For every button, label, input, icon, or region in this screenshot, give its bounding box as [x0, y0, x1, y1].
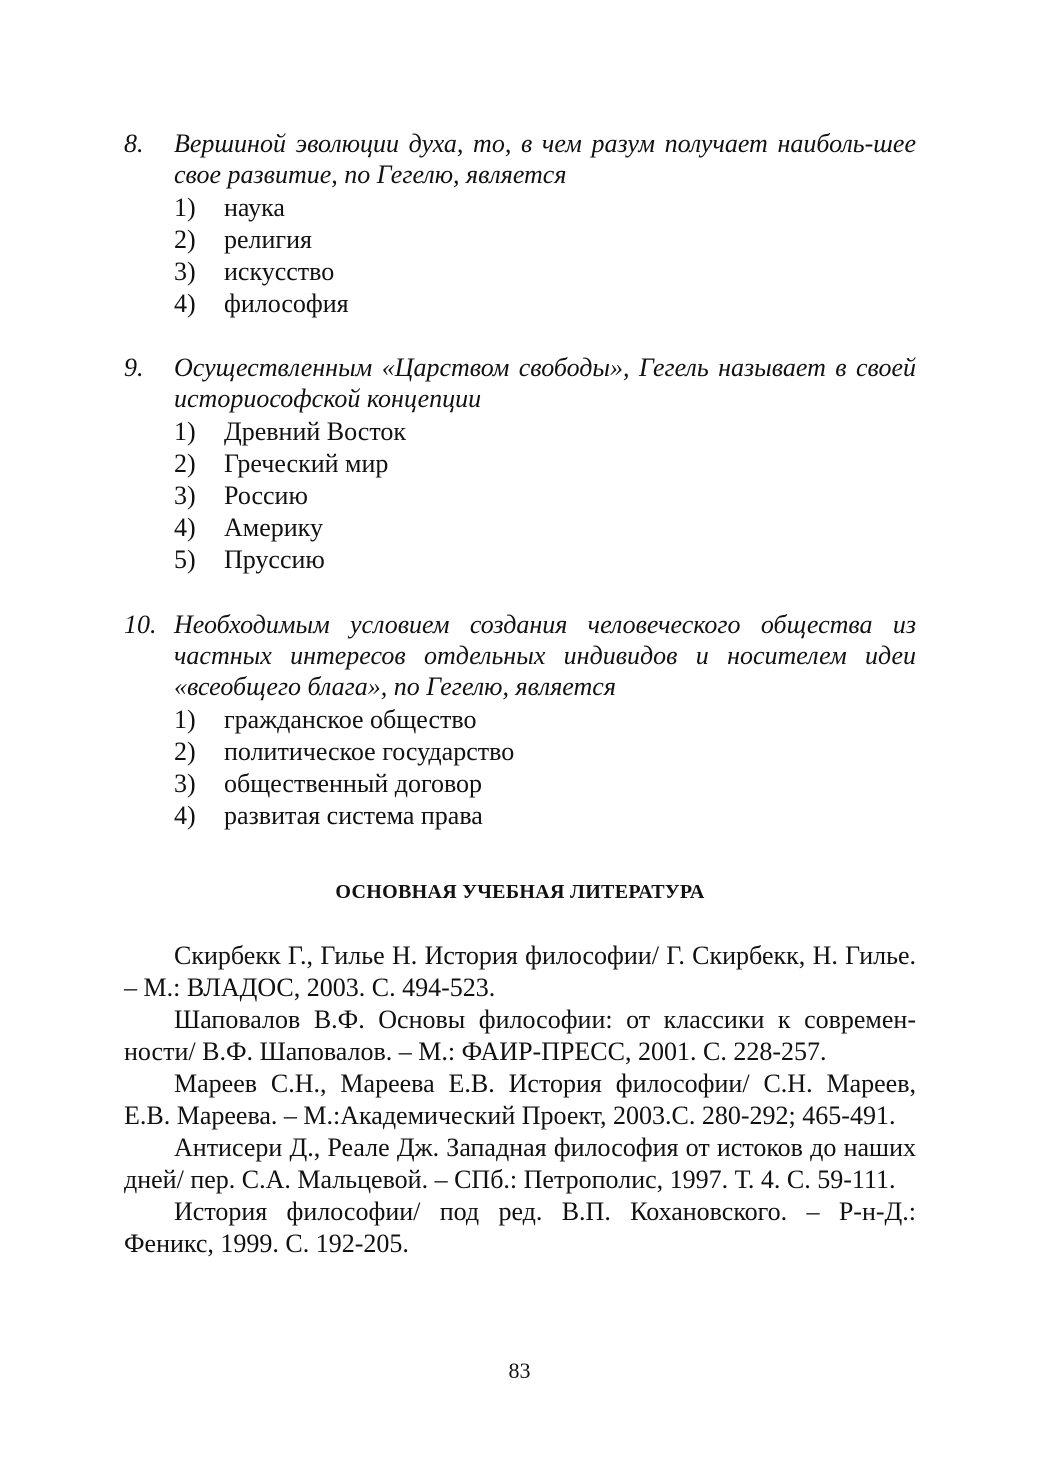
option-number: 4): [174, 801, 196, 830]
question-text: Вершиной эволюции духа, то, в чем разум получает наиболь-шее свое развитие, по Гегелю, является: [174, 129, 916, 189]
option-text: общественный договор: [224, 769, 483, 798]
option-number: 3): [174, 769, 196, 798]
option-number: 3): [174, 257, 196, 286]
option-text: гражданское общество: [224, 705, 477, 734]
option-text: наука: [224, 193, 285, 222]
option-text: Америку: [224, 513, 323, 542]
reference-item: Антисери Д., Реале Дж. Западная философия от истоков до наших дней/ пер. С.А. Мальцевой. – СПб.: Петрополис, 1997. Т. 4. С. 59-111.: [124, 1133, 916, 1194]
question-head: [124, 128, 916, 190]
option-text: Пруссию: [224, 545, 325, 574]
option-text: искусство: [224, 257, 335, 286]
question-number: 9.: [124, 353, 144, 382]
question-head: [124, 352, 916, 414]
reference-item: Скирбекк Г., Гилье Н. История философии/ Г. Скирбекк, Н. Гилье. – М.: ВЛАДОС, 2003. С. 494-523.: [124, 941, 916, 1002]
option-item: [124, 256, 916, 288]
option-number: 2): [174, 449, 196, 478]
question-number: 8.: [124, 129, 144, 158]
question-text: Осуществленным «Царством свободы», Гегель называет в своей историософской концепции: [174, 353, 916, 413]
option-number: 2): [174, 225, 196, 254]
reference-item: Мареев С.Н., Мареева Е.В. История философии/ С.Н. Мареев, Е.В. Мареева. – М.:Академический Проект, 2003.С. 280-292; 465-491.: [124, 1069, 916, 1130]
option-number: 4): [174, 513, 196, 542]
page-number: 83: [508, 1358, 531, 1383]
option-item: [124, 192, 916, 224]
option-number: 1): [174, 417, 196, 446]
question-number: 10.: [124, 610, 157, 639]
options-list: [124, 416, 916, 576]
option-item: [124, 704, 916, 736]
option-item: [124, 800, 916, 832]
question-10: [124, 609, 916, 832]
option-text: политическое государство: [224, 737, 515, 766]
question-text: Необходимым условием создания человеческого общества из частных интересов отдельных индивидов и носителем идеи «всеобщего блага», по Гегелю, является: [174, 610, 916, 701]
option-number: 1): [174, 193, 196, 222]
option-text: философия: [224, 289, 349, 318]
question-head: [124, 609, 916, 702]
reference-item: Шаповалов В.Ф. Основы философии: от классики к современ-ности/ В.Ф. Шаповалов. – М.: ФАИР-ПРЕСС, 2001. С. 228-257.: [124, 1005, 916, 1066]
option-text: Древний Восток: [224, 417, 406, 446]
option-item: [124, 288, 916, 320]
options-list: [124, 192, 916, 320]
option-item: [124, 768, 916, 800]
option-number: 2): [174, 737, 196, 766]
option-item: [124, 416, 916, 448]
option-item: [124, 224, 916, 256]
option-number: 3): [174, 481, 196, 510]
reference-list: [124, 940, 916, 1260]
option-item: [124, 544, 916, 576]
options-list: [124, 704, 916, 832]
question-9: [124, 352, 916, 576]
option-text: Греческий мир: [224, 449, 389, 478]
option-item: [124, 448, 916, 480]
option-text: Россию: [224, 481, 308, 510]
option-text: религия: [224, 225, 312, 254]
option-number: 5): [174, 545, 196, 574]
question-8: [124, 128, 916, 320]
option-item: [124, 512, 916, 544]
section-heading: ОСНОВНАЯ УЧЕБНАЯ ЛИТЕРАТУРА: [335, 881, 705, 903]
option-number: 4): [174, 289, 196, 318]
option-text: развитая система права: [224, 801, 483, 830]
option-item: [124, 736, 916, 768]
reference-item: История философии/ под ред. В.П. Кохановского. – Р-н-Д.: Феникс, 1999. С. 192-205.: [124, 1197, 916, 1258]
option-item: [124, 480, 916, 512]
option-number: 1): [174, 705, 196, 734]
